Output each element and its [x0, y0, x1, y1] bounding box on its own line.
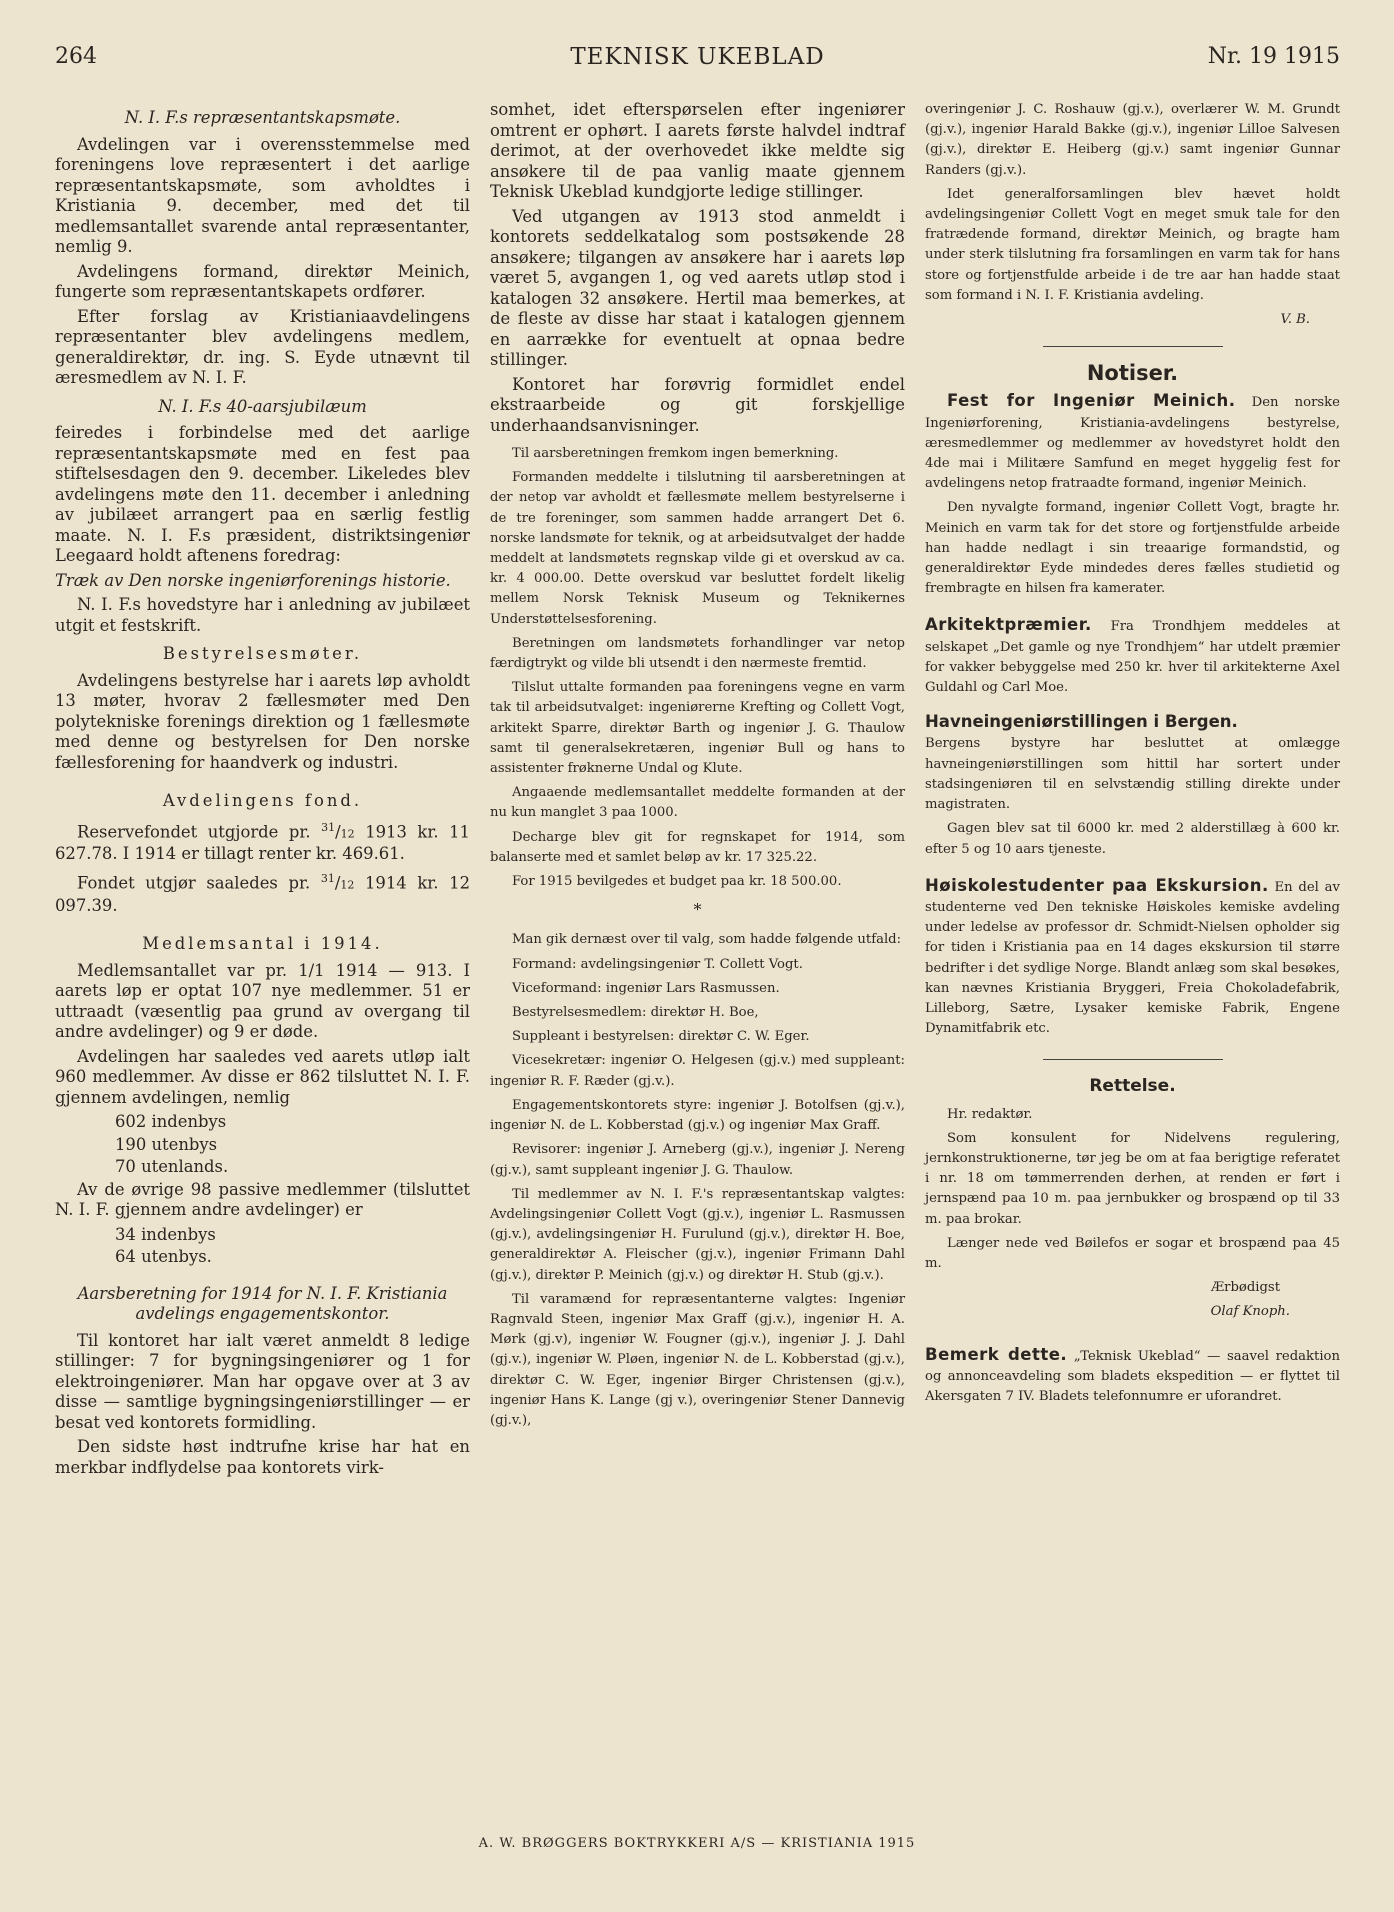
paragraph: feiredes i forbindelse med det aarlige repræsentantskapsmøte med en fest paa stiftelsesdagen den 9. december. Likeledes blev avdelingens møte den 11. december i anledning av jubilæet arrangert paa en særlig festlig maate. N. I. F.s præsident, distriktsingeniør Leegaard holdt aftenens foredrag: — [55, 423, 470, 565]
paragraph: Til varamænd for repræsentanterne valgtes: Ingeniør Ragnvald Steen, ingeniør Max Graff (gj.v.), ingeniør H. A. Mørk (gj.v), ingeniør W. Fougner (gj.v.), ingeniør J. J. Dahl (gj.v.), ingeniør W. Pløen, ingeniør N. de L. Kobberstad (gj.v.), direktør C. W. Eger, ingeniør Birger Christensen (gj.v.), ingeniør Hans K. Lange (gj v.), overingeniør Stener Dannevig (gj.v.), — [490, 1291, 905, 1428]
list-item: 602 indenbys — [115, 1112, 227, 1132]
paragraph: Man gik dernæst over til valg, som hadde følgende utfald: — [512, 932, 902, 948]
page-header — [55, 44, 1340, 74]
page-number: 264 — [55, 44, 97, 69]
closing: Ærbødigst — [1210, 1280, 1280, 1296]
divider — [1043, 1059, 1223, 1060]
paragraph: Avdelingens formand, direktør Meinich, fungerte som repræsentantskapets ordfører. — [55, 261, 470, 301]
salutation: Hr. redaktør. — [947, 1106, 1033, 1122]
notice-architecture: Arkitektpræmier. Fra Trondhjem meddeles at selskapet „Det gamle og nye Trondhjem“ har utdelt præmier for vakker bebyggelse med 250 kr. hver til arkitekterne Axel Guldahl og Carl Moe. — [925, 615, 1340, 696]
paragraph: Fondet utgjør saaledes pr. $^{31}$/12 1914 kr. 12 097.39. — [55, 871, 470, 915]
paragraph: Avdelingen var i overensstemmelse med foreningens love repræsentert i det aarlige repræsentantskapsmøte, som avholdtes i Kristiania 9. december, med det til medlemsantallet svarende antal repræsentanter, nemlig 9. — [55, 134, 470, 256]
election-item: Formand: avdelingsingeniør T. Collett Vogt. — [512, 956, 803, 972]
publication-title: TEKNISK UKEBLAD — [570, 44, 825, 70]
column-right — [925, 100, 1340, 1411]
paragraph: Til medlemmer av N. I. F.'s repræsentantskap valgtes: Avdelingsingeniør Collett Vogt (gj.v.), ingeniør L. Rasmussen (gj.v.), avdelingsingeniør H. Furulund (gj.v.), direktør H. Boe, generaldirektør A. Fleischer (gj.v.), ingeniør Frimann Dahl (gj.v.), direktør P. Meinich (gj.v.) og direktør H. Stub (gj.v.). — [490, 1186, 905, 1283]
heading-jubilee: N. I. F.s 40-aarsjubilæum — [158, 396, 367, 416]
paragraph: Beretningen om landsmøtets forhandlinger var netop færdigtrykt og vilde bli utsendt i den nærmeste fremtid. — [490, 635, 905, 672]
paragraph: Formanden meddelte i tilslutning til aarsberetningen at der netop var avholdt et fællesmøte mellem bestyrelserne i de tre foreninger, som sammen hadde arrangert Det 6. norske landsmøte for teknik, og at arbeidsutvalget der hadde meddelt at landsmøtets regnskap vilde gi et overskud av ca. kr. 4 000.00. Dette overskud var besluttet fordelt likelig mellem Norsk Teknisk Museum og Teknikernes Understøttelsesforening. — [490, 470, 905, 627]
paragraph: Den sidste høst indtrufne krise har hat en merkbar indflydelse paa kontorets virk- — [55, 1437, 470, 1477]
paragraph: Kontoret har forøvrig formidlet endel ekstraarbeide og git forskjellige underhaandsanvisninger. — [490, 374, 905, 435]
paragraph: Tilslut uttalte formanden paa foreningens vegne en varm tak til arbeidsutvalget: ingeniørerne Krefting og Collett Vogt, arkitekt Sparre, direktør Barth og ingeniør J. G. Thaulow samt til generalsekretæren, ingeniør Bull og hans to assistenter frøknerne Undal og Klute. — [490, 680, 905, 777]
list-item: 64 utenbys. — [115, 1247, 212, 1267]
paragraph: Idet generalforsamlingen blev hævet holdt avdelingsingeniør Collett Vogt en meget smuk tale for den fratrædende formand, direktør Meinich, og bragte ham under sterk tilslutning fra forsamlingen en varm tak for hans store og fortjenstfulde arbeide i de tre aar han hadde staat som formand i N. I. F. Kristiania avdeling. — [925, 186, 1340, 303]
printer-footer: A. W. BRØGGERS BOKTRYKKERI A/S — KRISTIANIA 1915 — [478, 1836, 916, 1851]
heading-notices: Notiser. — [1086, 361, 1179, 386]
paragraph: Til aarsberetningen fremkom ingen bemerkning. — [512, 446, 839, 461]
election-item: Viceformand: ingeniør Lars Rasmussen. — [512, 980, 780, 996]
paragraph: For 1915 bevilgedes et budget paa kr. 18 500.00. — [512, 874, 842, 890]
election-item: Suppleant i bestyrelsen: direktør C. W. Eger. — [512, 1029, 810, 1045]
notice-heading: Arkitektpræmier. — [925, 615, 1092, 635]
paragraph: Decharge blev git for regnskapet for 1914, som balanserte med et samlet beløp av kr. 17 325.22. — [490, 829, 905, 865]
paragraph: Medlemsantallet var pr. 1/1 1914 — 913. I aarets løp er optat 107 nye medlemmer. 51 er uttraadt (væsentlig paa grund av overgang til andre avdelinger) og 9 er døde. — [55, 960, 470, 1042]
list-item: 34 indenbys — [115, 1224, 216, 1244]
heading-correction: Rettelse. — [1089, 1076, 1176, 1097]
election-item: Bestyrelsesmedlem: direktør H. Boe, — [512, 1005, 759, 1021]
election-item: Vicesekretær: ingeniør O. Helgesen (gj.v.) med suppleant: ingeniør R. F. Ræder (gj.v.). — [490, 1053, 905, 1089]
election-item: Engagementskontorets styre: ingeniør J. Botolfsen (gj.v.), ingeniør N. de L. Kobberstad (gj.v.) og ingeniør Max Graff. — [490, 1097, 905, 1134]
signature: Olaf Knoph. — [1210, 1304, 1290, 1320]
paragraph: N. I. F.s hovedstyre har i anledning av jubilæet utgit et festskrift. — [55, 595, 470, 635]
notice-students: Høiskolestudenter paa Ekskursion. En del av studenterne ved Den tekniske Høiskoles kemiske avdeling under ledelse av professor dr. Schmidt-Nielsen opholder sig for tiden i Kristiania paa en 14 dages ekskursion til større bedrifter i det sydlige Norge. Blandt anlæg som skal besøkes, kan nævnes Kristiania Bryggeri, Freia Chokoladefabrik, Lilleborg, Sætre, Lysaker kemiske Fabrik, Engene Dynamitfabrik etc. — [925, 875, 1340, 1037]
notice-heading: Høiskolestudenter paa Ekskursion. — [925, 875, 1269, 895]
heading-fund: Avdelingens fond. — [162, 791, 363, 810]
column-middle — [490, 100, 905, 1435]
paragraph: Som konsulent for Nidelvens regulering, jernkonstruktionerne, tør jeg be om at faa berigtige referatet i nr. 18 om tømmerrenden derhen, at renden er ført i jernspænd paa 10 m. paa jernbukker og brospænd op til 33 m. paa brokar. — [925, 1130, 1340, 1227]
section-separator: * — [693, 900, 702, 920]
signature: V. B. — [1280, 312, 1310, 328]
divider — [1043, 346, 1223, 347]
list-item: 190 utenbys — [115, 1134, 218, 1154]
paragraph: Til kontoret har ialt været anmeldt 8 ledige stillinger: 7 for bygningsingeniører og 1 for elektroingeniører. Man har opgave over at 3 av disse — samtlige bygningsingeniørstillinger — er besat ved kontorets formidling. — [55, 1330, 470, 1432]
paragraph: somhet, idet efterspørselen efter ingeniører omtrent er ophørt. I aarets første halvdel indtraf derimot, at der overhovedet ikke meldte sig ansøkere til de paa vanlig maate gjennem Teknisk Ukeblad kundgjorte ledige stillinger. — [490, 100, 905, 201]
notice-heading: Havneingeniørstillingen i Bergen. — [925, 712, 1238, 732]
paragraph: overingeniør J. C. Roshauw (gj.v.), overlærer W. M. Grundt (gj.v.), ingeniør Harald Bakke (gj.v.), ingeniør Lilloe Salvesen (gj.v.), direktør E. Heiberg (gj.v.) samt ingeniør Gunnar Randers (gj.v.). — [925, 102, 1340, 178]
paragraph: Avdelingens bestyrelse har i aarets løp avholdt 13 møter, hvorav 2 fællesmøter med Den polytekniske forenings direktion og 1 fællesmøte med denne og bestyrelsen for Den norske fællesforening for haandverk og industri. — [55, 670, 470, 772]
paragraph: Længer nede ved Bøilefos er sogar et brospænd paa 45 m. — [925, 1235, 1340, 1271]
paragraph: Reservefondet utgjorde pr. $^{31}$/12 1913 kr. 11 627.78. I 1914 er tillagt renter kr. 469.61. — [55, 820, 470, 864]
column-left — [55, 100, 470, 1482]
paragraph: Angaaende medlemsantallet meddelte formanden at der nu kun manglet 3 paa 1000. — [490, 785, 905, 821]
notice-fest: Fest for Ingeniør Meinich. Den norske Ingeniørforening, Kristiania-avdelingens bestyrelse, æresmedlemmer og medlemmer av hovedstyret holdt den 4de mai i Militære Samfund en meget hyggelig fest for avdelingens netop fratraadte formand, ingeniør Meinich. — [925, 391, 1340, 492]
paragraph: Av de øvrige 98 passive medlemmer (tilsluttet N. I. F. gjennem andre avdelinger) er — [55, 1179, 470, 1220]
paragraph: Den nyvalgte formand, ingeniør Collett Vogt, bragte hr. Meinich en varm tak for det store og fortjenstfulde arbeide han hadde nedlagt i sin treaarige formandstid, og generaldirektør Eyde mindedes deres fælles studietid og frembragte en hilsen fra kamerater. — [925, 500, 1340, 597]
paragraph: Gagen blev sat til 6000 kr. med 2 alderstillæg à 600 kr. efter 5 og 10 aars tjeneste. — [925, 821, 1340, 857]
paragraph: Ved utgangen av 1913 stod anmeldt i kontorets seddelkatalog som postsøkende 28 ansøkere; tilgangen av ansøkere har i aarets løp været 5, avgangen 1, og ved aarets utløp stod i katalogen 32 ansøkere. Hertil maa bemerkes, at de fleste av disse har staat i katalogen gjennem en aarrække for eventuelt at opnaa bedre stillinger. — [490, 206, 905, 369]
notice-heading: Fest for Ingeniør Meinich. — [947, 391, 1236, 411]
notice-heading: Bemerk dette. — [925, 1344, 1068, 1364]
list-item: 70 utenlands. — [115, 1157, 229, 1177]
heading-membership: Medlemsantal i 1914. — [142, 934, 383, 954]
paragraph: Avdelingen har saaledes ved aarets utløp ialt 960 medlemmer. Av disse er 862 tilsluttet N. I. F. gjennem avdelingen, nemlig — [55, 1046, 470, 1107]
heading-repr: N. I. F.s repræsentantskapsmøte. — [124, 108, 401, 127]
lecture-title: Træk av Den norske ingeniørforenings historie. — [55, 570, 451, 590]
issue-number: Nr. 19 1915 — [1207, 44, 1340, 69]
election-item: Revisorer: ingeniør J. Arneberg (gj.v.), ingeniør J. Nereng (gj.v.), samt suppleant ingeniør J. G. Thaulow. — [490, 1142, 905, 1178]
paragraph: Bergens bystyre har besluttet at omlægge havneingeniørstillingen som hittil har sortert under stadsingeniøren til en selvstændig stilling direkte under magistraten. — [925, 736, 1340, 813]
heading-annual-report: Aarsberetning for 1914 for N. I. F. Kristiania avdelings engagementskontor. — [77, 1283, 448, 1324]
paragraph: Efter forslag av Kristianiaavdelingens repræsentanter blev avdelingens medlem, generaldirektør, dr. ing. S. Eyde utnævnt til æresmedlem av N. I. F. — [55, 306, 470, 387]
heading-board-meetings: Bestyrelsesmøter. — [162, 644, 363, 663]
notice-remark: Bemerk dette. „Teknisk Ukeblad“ — saavel redaktion og annonceavdeling som bladets ekspedition — er flyttet til Akersgaten 7 IV. Bladets telefonnumre er uforandret. — [925, 1344, 1340, 1404]
